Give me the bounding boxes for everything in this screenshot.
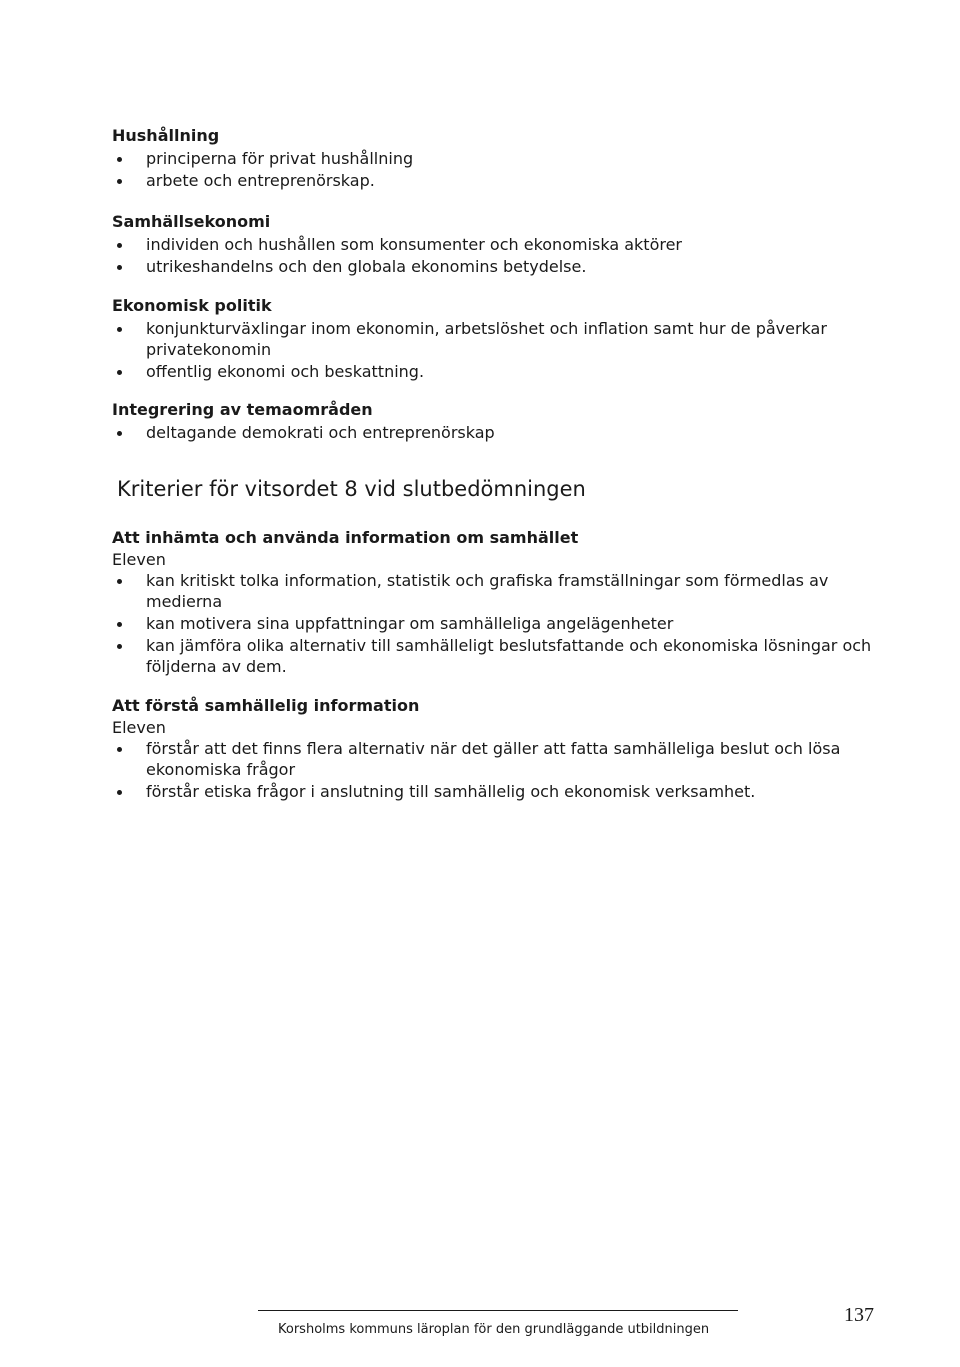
- bullet-list: [112, 570, 872, 677]
- bullet-list: [112, 318, 872, 382]
- list-item: förstår att det finns flera alternativ när det gäller att fatta samhälleliga beslut och lösa ekonomiska frågor: [112, 738, 872, 780]
- footer-divider: [258, 1310, 738, 1311]
- list-item: utrikeshandelns och den globala ekonomins betydelse.: [112, 256, 872, 277]
- section-heading: Integrering av temaområden: [112, 400, 373, 419]
- list-item: arbete och entreprenörskap.: [112, 170, 872, 191]
- criteria-heading: Att inhämta och använda information om samhället: [112, 528, 579, 547]
- section-ekonomisk-politik: [112, 296, 872, 383]
- list-item: förstår etiska frågor i anslutning till samhällelig och ekonomisk verksamhet.: [112, 781, 872, 802]
- section-heading: Hushållning: [112, 126, 220, 145]
- list-item: kan jämföra olika alternativ till samhälleligt beslutsfattande och ekonomiska lösningar och följderna av dem.: [112, 635, 872, 677]
- criteria-intro: Eleven: [112, 718, 166, 737]
- criteria-intro: Eleven: [112, 550, 166, 569]
- section-hushallning: [112, 126, 872, 192]
- criteria-heading: Att förstå samhällelig information: [112, 696, 420, 715]
- footer-text: Korsholms kommuns läroplan för den grundläggande utbildningen: [278, 1322, 710, 1337]
- criteria-title: Kriterier för vitsordet 8 vid slutbedömningen: [117, 477, 586, 501]
- list-item: konjunkturväxlingar inom ekonomin, arbetslöshet och inflation samt hur de påverkar privatekonomin: [112, 318, 872, 360]
- section-heading: Samhällsekonomi: [112, 212, 271, 231]
- list-item: deltagande demokrati och entreprenörskap: [112, 422, 872, 443]
- list-item: individen och hushållen som konsumenter och ekonomiska aktörer: [112, 234, 872, 255]
- section-integrering: [112, 400, 872, 444]
- section-heading: Ekonomisk politik: [112, 296, 272, 315]
- bullet-list: [112, 422, 872, 443]
- page-number: 137: [844, 1304, 874, 1326]
- section-samhallsekonomi: [112, 212, 872, 278]
- criteria-group-information: [112, 528, 872, 678]
- list-item: kan kritiskt tolka information, statistik och grafiska framställningar som förmedlas av medierna: [112, 570, 872, 612]
- list-item: principerna för privat hushållning: [112, 148, 872, 169]
- bullet-list: [112, 234, 872, 277]
- criteria-group-forsta: [112, 696, 872, 803]
- list-item: kan motivera sina uppfattningar om samhälleliga angelägenheter: [112, 613, 872, 634]
- list-item: offentlig ekonomi och beskattning.: [112, 361, 872, 382]
- bullet-list: [112, 738, 872, 802]
- bullet-list: [112, 148, 872, 191]
